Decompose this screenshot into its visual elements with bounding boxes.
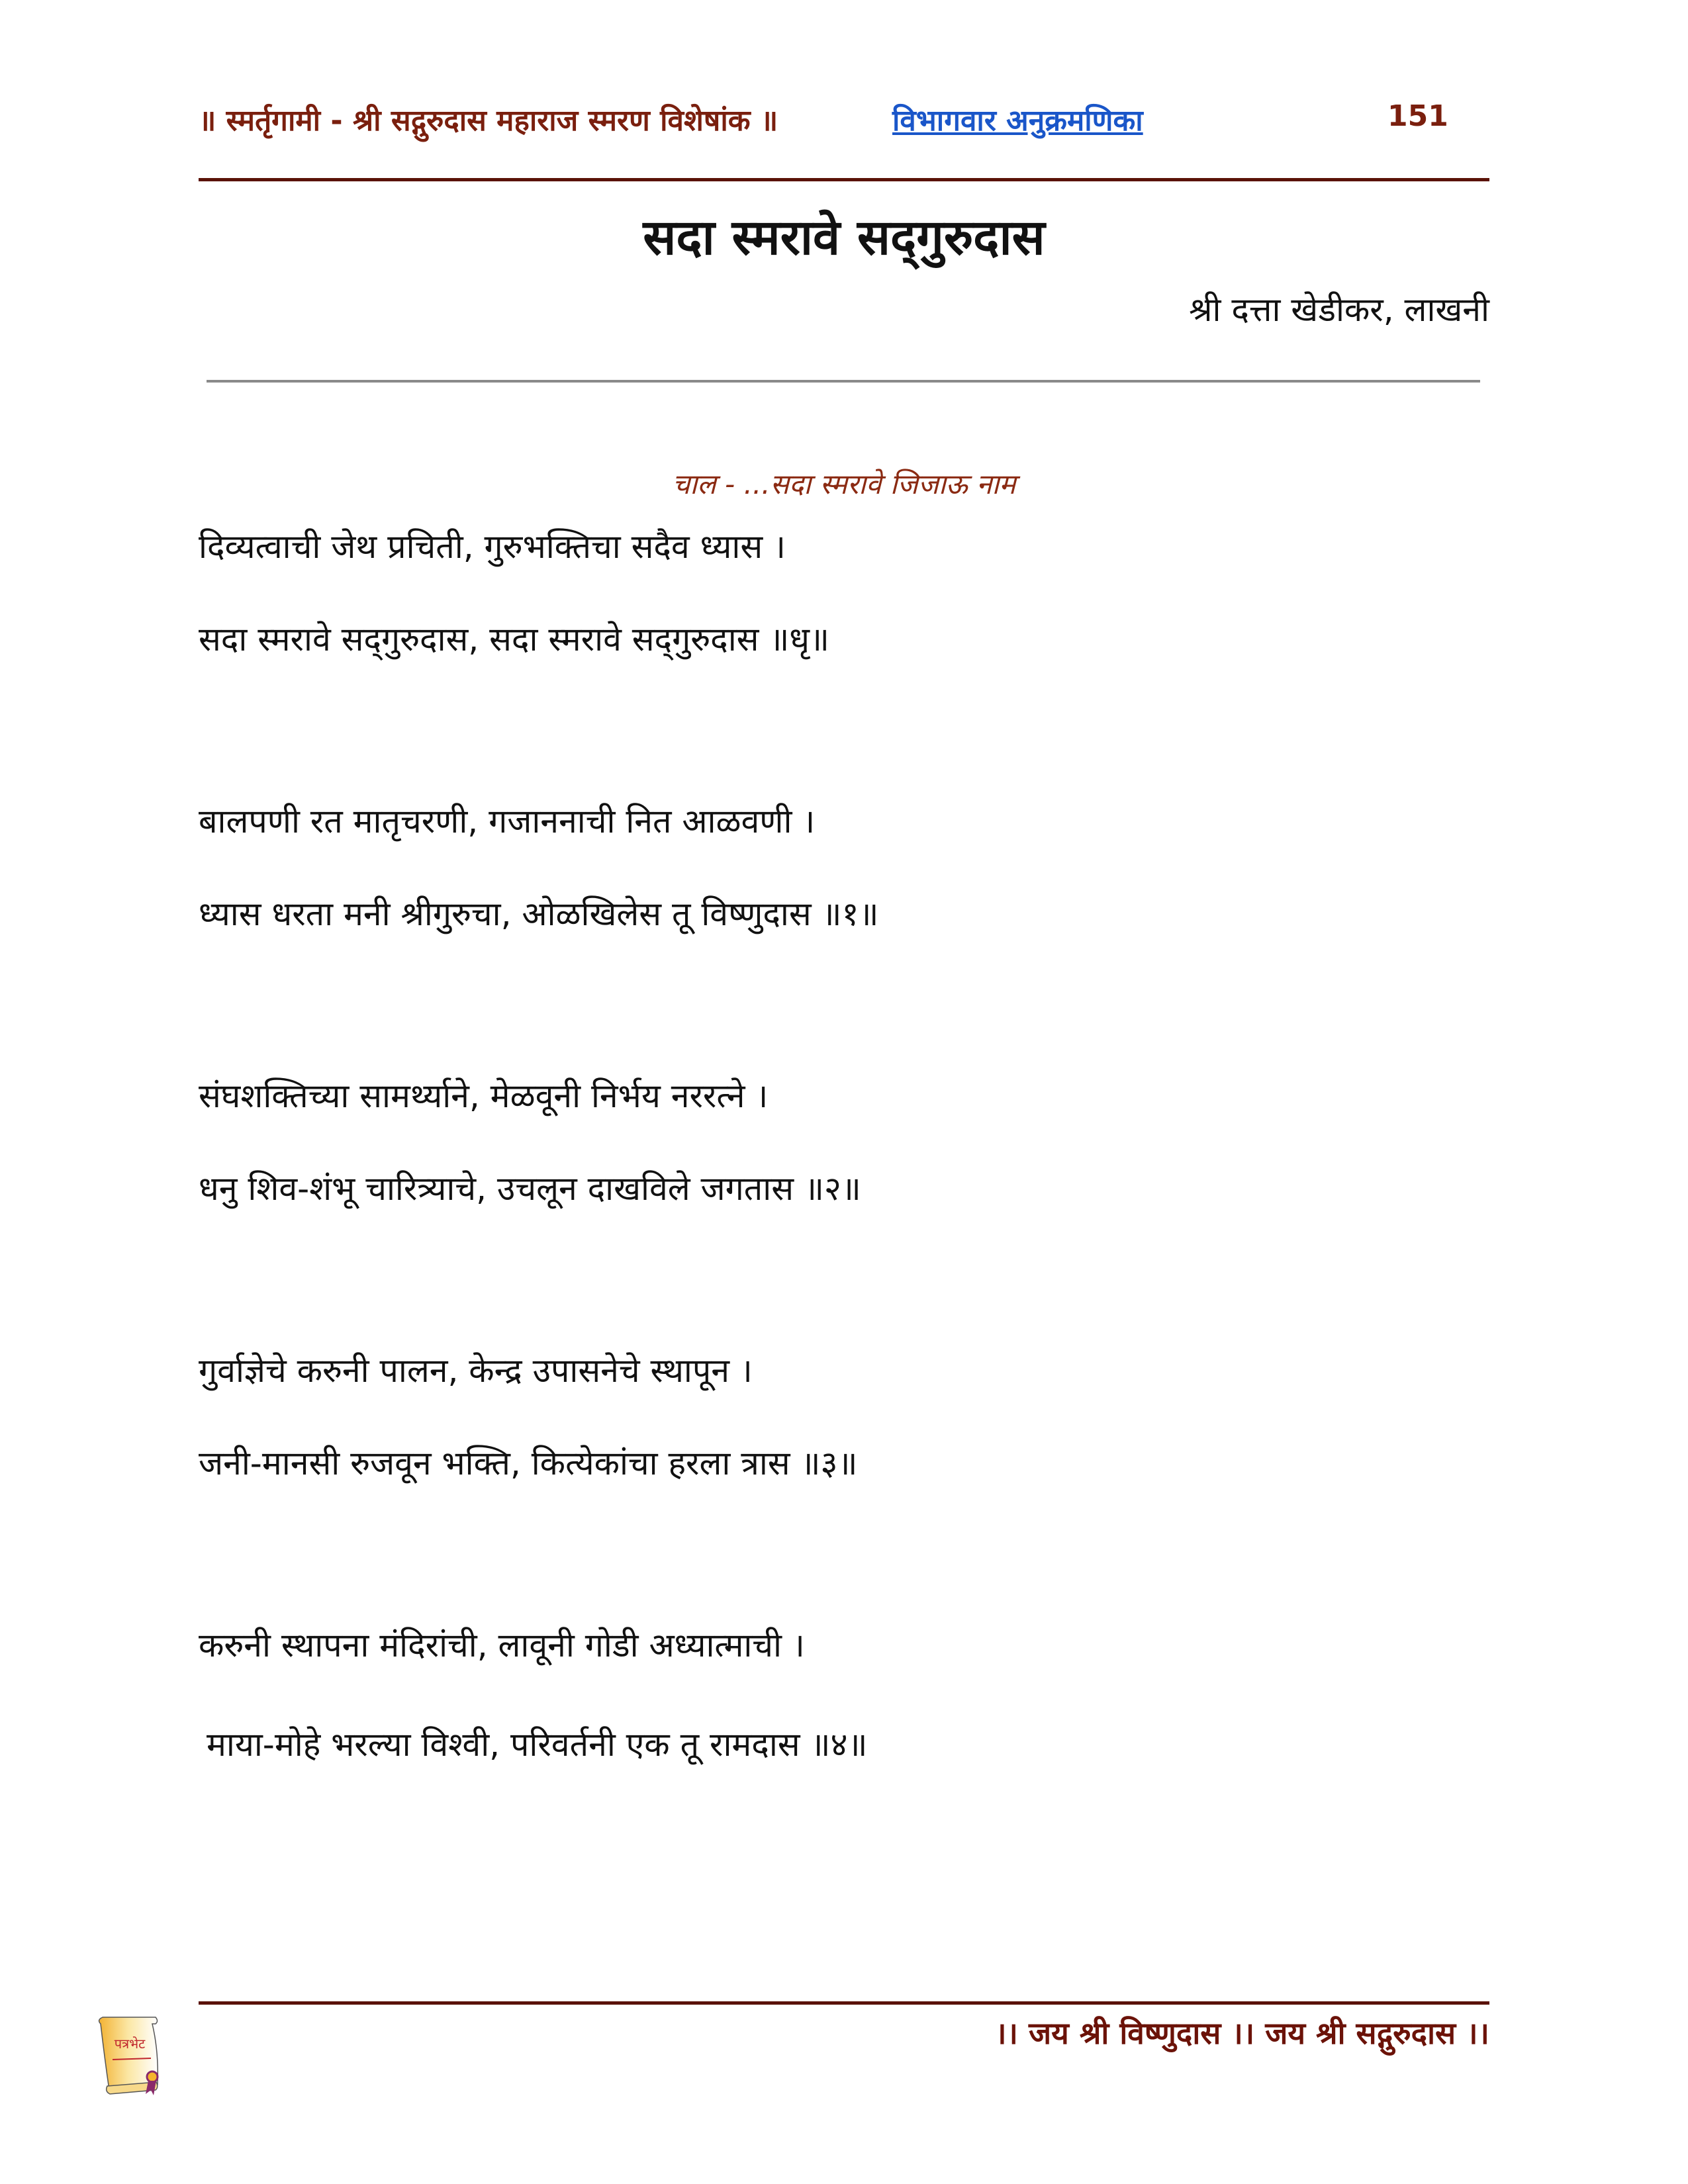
header-divider (199, 178, 1489, 181)
verse-line: ध्यास धरता मनी श्रीगुरुचा, ओळखिलेस तू विष्णुदास ॥१॥ (199, 895, 879, 933)
verse-line: धनु शिव-शंभू चारित्र्याचे, उचलून दाखविले जगतास ॥२॥ (199, 1169, 861, 1208)
section-index-link[interactable]: विभागवार अनुक्रमणिका (892, 104, 1143, 138)
verse-line: सदा स्मरावे सद्‍गुरुदास, सदा स्मरावे सद्‍गुरुदास ॥धृ॥ (199, 620, 830, 659)
verse-line: जनी-मानसी रुजवून भक्ति, कित्येकांचा हरला त्रास ॥३॥ (199, 1444, 858, 1482)
article-author: श्री दत्ता खेडीकर, लाखनी (1189, 291, 1489, 329)
article-title: सदा स्मरावे सद्‍गुरुदास (643, 209, 1045, 266)
logo-text: पत्रभेट (114, 2036, 146, 2052)
scroll-logo-icon (93, 2012, 165, 2098)
tune-note: चाल - ...सदा स्मरावे जिजाऊ नाम (672, 468, 1016, 500)
footer-divider (199, 2001, 1489, 2005)
header-title: ॥ स्मर्तृगामी - श्री सद्गुरुदास महाराज स्मरण विशेषांक ॥ (199, 104, 778, 138)
verse-line: करुनी स्थापना मंदिरांची, लावूनी गोडी अध्यात्माची । (199, 1626, 805, 1664)
verse-line: माया-मोहे भरल्या विश्वी, परिवर्तनी एक तू रामदास ॥४॥ (207, 1725, 868, 1764)
verse-line: संघशक्तिच्या सामर्थ्याने, मेळवूनी निर्भय नररत्ने । (199, 1077, 769, 1115)
verse-line: बालपणी रत मातृचरणी, गजाननाची नित आळवणी । (199, 802, 816, 841)
verse-line: गुर्वाज्ञेचे करुनी पालन, केन्द्र उपासनेचे स्थापून । (199, 1351, 753, 1390)
title-divider (207, 380, 1480, 383)
page-number: 151 (1387, 99, 1448, 133)
footer-text: ।। जय श्री विष्णुदास ।। जय श्री सद्गुरुदास ।। (995, 2015, 1489, 2051)
verse-line: दिव्यत्वाची जेथ प्रचिती, गुरुभक्तिचा सदैव ध्यास । (199, 527, 786, 566)
